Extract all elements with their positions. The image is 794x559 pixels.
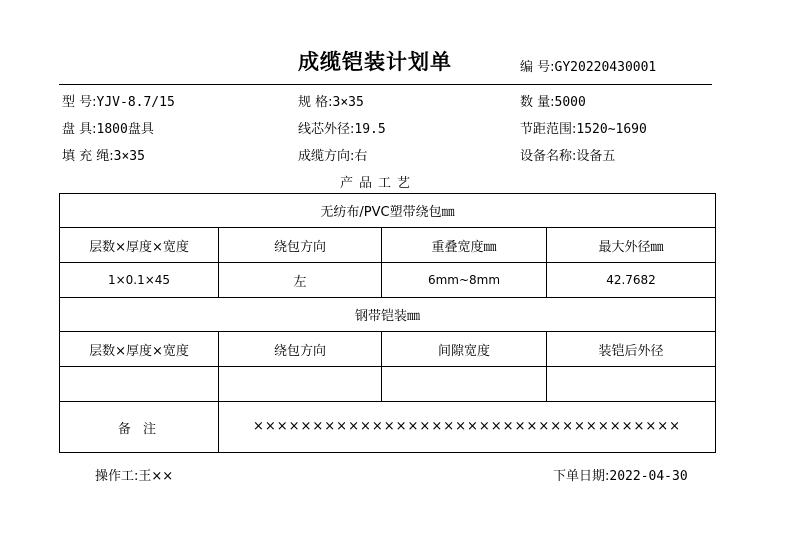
wrap-columns-row — [60, 228, 716, 263]
field-core-od-value: 19.5 — [354, 122, 386, 137]
wrap-cell-max-od[interactable]: 42.7682 — [547, 263, 716, 298]
wrap-cell-layers[interactable]: 1×0.1×45 — [60, 263, 219, 298]
field-spec — [298, 91, 364, 110]
field-spec-label: 规 格: — [298, 95, 333, 110]
field-reel-label: 盘 具: — [62, 122, 97, 137]
process-table — [59, 193, 716, 453]
remarks-row — [60, 402, 716, 453]
field-filler-value: 3×35 — [113, 149, 145, 164]
wrap-col-overlap: 重叠宽度㎜ — [382, 228, 547, 263]
doc-number-label: 编 号: — [520, 60, 555, 75]
remarks-value[interactable]: ×××××××××××××××××××××××××××××××××××× — [219, 402, 716, 453]
armor-cell-gap[interactable] — [382, 367, 547, 402]
doc-number — [520, 56, 656, 75]
field-reel — [62, 118, 154, 137]
field-core-od-label: 线芯外径: — [298, 122, 355, 137]
wrap-col-layers: 层数×厚度×宽度 — [60, 228, 219, 263]
field-pitch-label: 节距范围: — [520, 122, 577, 137]
date-value: 2022-04-30 — [609, 469, 688, 484]
remarks-label: 备 注 — [60, 402, 219, 453]
armor-header-row — [60, 298, 716, 332]
field-equipment-label: 设备名称: — [520, 149, 577, 164]
title-divider — [59, 84, 712, 85]
operator-value: 王×× — [138, 469, 174, 484]
field-model-value: YJV-8.7/15 — [96, 95, 175, 110]
armor-cell-direction[interactable] — [219, 367, 382, 402]
field-direction-label: 成缆方向: — [298, 149, 355, 164]
field-qty — [520, 91, 586, 110]
operator-label: 操作工: — [95, 469, 139, 484]
wrap-cell-overlap[interactable]: 6mm~8mm — [382, 263, 547, 298]
armor-cell-layers[interactable] — [60, 367, 219, 402]
armor-data-row — [60, 367, 716, 402]
doc-title: 成缆铠装计划单 — [298, 50, 452, 74]
section-title: 产品工艺 — [340, 176, 417, 191]
field-model-label: 型 号: — [62, 95, 97, 110]
field-filler-label: 填 充 绳: — [62, 149, 114, 164]
footer-date — [553, 465, 688, 484]
armor-columns-row — [60, 332, 716, 367]
field-pitch — [520, 118, 647, 137]
field-spec-value: 3×35 — [332, 95, 364, 110]
wrap-header: 无纺布/PVC塑带绕包㎜ — [60, 194, 716, 228]
field-reel-value: 1800盘具 — [96, 122, 154, 137]
field-core-od — [298, 118, 386, 137]
armor-col-gap: 间隙宽度 — [382, 332, 547, 367]
field-equipment — [520, 145, 615, 164]
field-direction-value: 右 — [354, 149, 368, 164]
date-label: 下单日期: — [553, 469, 610, 484]
armor-col-layers: 层数×厚度×宽度 — [60, 332, 219, 367]
wrap-cell-direction[interactable]: 左 — [219, 263, 382, 298]
footer-operator — [95, 465, 173, 484]
armor-header: 钢带铠装㎜ — [60, 298, 716, 332]
armor-col-final-od: 装铠后外径 — [547, 332, 716, 367]
field-model — [62, 91, 175, 110]
armor-cell-final-od[interactable] — [547, 367, 716, 402]
field-qty-value: 5000 — [554, 95, 586, 110]
wrap-col-max-od: 最大外径㎜ — [547, 228, 716, 263]
wrap-header-row — [60, 194, 716, 228]
field-qty-label: 数 量: — [520, 95, 555, 110]
doc-number-value: GY20220430001 — [554, 60, 657, 75]
wrap-data-row — [60, 263, 716, 298]
wrap-col-direction: 绕包方向 — [219, 228, 382, 263]
field-pitch-value: 1520~1690 — [576, 122, 647, 137]
field-direction — [298, 145, 367, 164]
field-filler — [62, 145, 145, 164]
field-equipment-value: 设备五 — [576, 149, 616, 164]
armor-col-direction: 绕包方向 — [219, 332, 382, 367]
